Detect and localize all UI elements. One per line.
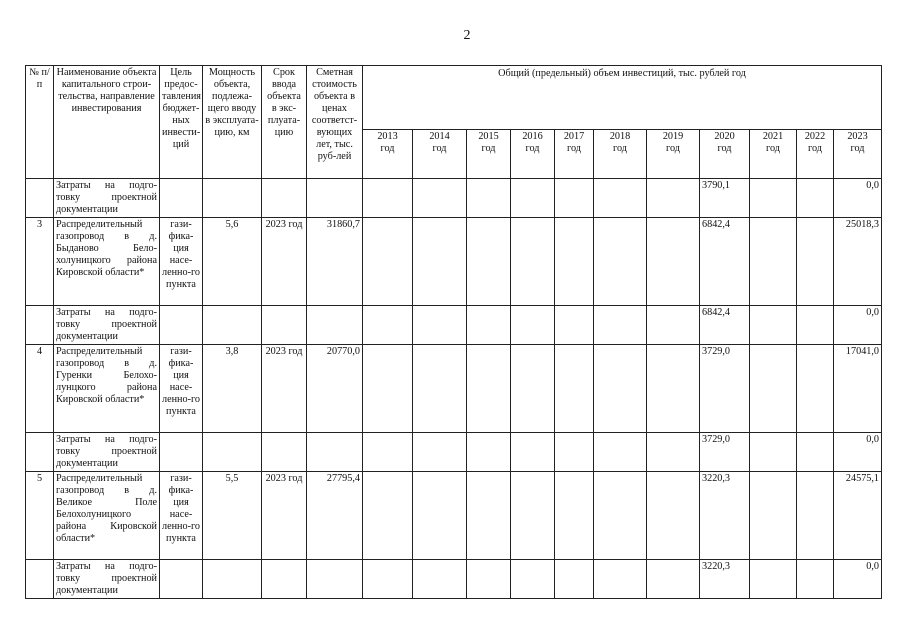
header-year-value: 2014 [429,131,450,142]
row-cost [307,306,363,345]
header-year-unit: год [766,143,780,154]
row-value-2022 [797,345,834,433]
header-year-2016 [511,130,555,179]
row-term [262,306,307,345]
row-value-2015 [467,179,511,218]
row-value-2017 [555,345,594,433]
row-value-2019 [647,472,700,560]
row-value-2020: 6842,4 [700,218,750,306]
row-capacity [203,433,262,472]
row-capacity [203,306,262,345]
row-number [26,306,54,345]
row-value-2023: 0,0 [834,306,882,345]
row-value-2017 [555,179,594,218]
row-value-2018 [594,218,647,306]
row-name: Затраты на подго-товку проектной документации [54,306,160,345]
row-value-2021 [750,472,797,560]
investment-table [25,65,882,599]
row-value-2020: 3729,0 [700,345,750,433]
row-value-2019 [647,345,700,433]
table-row-costs [26,433,882,472]
row-value-2013 [363,472,413,560]
row-cost: 31860,7 [307,218,363,306]
row-purpose: гази-фика-ция насе-ленно-го пункта [160,345,203,433]
row-number [26,179,54,218]
row-value-2019 [647,218,700,306]
row-term: 2023 год [262,218,307,306]
row-value-2022 [797,218,834,306]
header-year-unit: год [432,143,447,154]
row-value-2014 [413,433,467,472]
row-value-2013 [363,560,413,599]
row-capacity: 5,5 [203,472,262,560]
row-purpose: гази-фика-ция насе-ленно-го пункта [160,218,203,306]
row-value-2023: 25018,3 [834,218,882,306]
row-cost: 27795,4 [307,472,363,560]
row-value-2020: 3220,3 [700,560,750,599]
row-value-2023: 24575,1 [834,472,882,560]
header-year-value: 2021 [762,131,784,142]
row-name: Распределительный газопровод в д. Великое Поле Белохолуницкого района Кировской области* [54,472,160,560]
row-value-2015 [467,433,511,472]
header-name: Наименование объекта капитального строи-тельства, направление инвестирования [54,66,160,179]
row-value-2013 [363,306,413,345]
header-row-top [26,66,882,130]
header-year-2018 [594,130,647,179]
header-investments: Общий (предельный) объем инвестиций, тыс. рублей год [363,66,882,130]
row-value-2022 [797,306,834,345]
row-purpose [160,560,203,599]
row-value-2021 [750,179,797,218]
row-value-2018 [594,179,647,218]
row-value-2016 [511,560,555,599]
header-year-value: 2013 [377,131,398,142]
row-value-2018 [594,345,647,433]
row-number [26,560,54,599]
row-value-2020: 3220,3 [700,472,750,560]
row-term [262,560,307,599]
row-name: Затраты на подго-товку проектной документации [54,560,160,599]
row-name: Затраты на подго-товку проектной документации [54,179,160,218]
row-purpose [160,306,203,345]
row-value-2014 [413,179,467,218]
header-year-unit: год [481,143,496,154]
row-value-2013 [363,433,413,472]
row-value-2017 [555,306,594,345]
row-value-2013 [363,345,413,433]
row-number [26,433,54,472]
row-value-2020: 3790,1 [700,179,750,218]
row-value-2023: 17041,0 [834,345,882,433]
row-value-2016 [511,306,555,345]
row-name: Распределительный газопровод в д. Гуренки Белохо-лунцкого района Кировской области* [54,345,160,433]
table-row-costs [26,179,882,218]
row-name: Распределительный газопровод в д. Быданово Бело-холуницкого района Кировской области* [54,218,160,306]
header-year-value: 2015 [478,131,499,142]
header-num: № п/п [26,66,54,179]
row-value-2021 [750,433,797,472]
row-capacity: 3,8 [203,345,262,433]
header-year-2014 [413,130,467,179]
row-term: 2023 год [262,472,307,560]
row-value-2023: 0,0 [834,179,882,218]
row-number: 3 [26,218,54,306]
row-value-2021 [750,560,797,599]
row-value-2019 [647,433,700,472]
row-value-2016 [511,472,555,560]
header-year-2019 [647,130,700,179]
row-number: 5 [26,472,54,560]
header-year-2020 [700,130,750,179]
header-year-unit: год [717,143,732,154]
table-row-object [26,218,882,306]
table-body [26,179,882,599]
header-year-value: 2018 [609,131,631,142]
row-value-2017 [555,433,594,472]
row-capacity: 5,6 [203,218,262,306]
header-purpose: Цель предос-тавления бюджет-ных инвести-ций [160,66,203,179]
row-value-2018 [594,306,647,345]
row-term [262,433,307,472]
row-purpose: гази-фика-ция насе-ленно-го пункта [160,472,203,560]
header-year-2015 [467,130,511,179]
header-year-2023 [834,130,882,179]
header-year-unit: год [525,143,540,154]
row-value-2022 [797,560,834,599]
header-year-2021 [750,130,797,179]
row-value-2016 [511,179,555,218]
row-value-2015 [467,306,511,345]
row-name: Затраты на подго-товку проектной документации [54,433,160,472]
row-value-2014 [413,345,467,433]
row-value-2022 [797,179,834,218]
row-value-2015 [467,218,511,306]
row-cost [307,179,363,218]
row-value-2015 [467,345,511,433]
header-year-unit: год [850,143,865,154]
row-cost [307,433,363,472]
header-year-value: 2016 [522,131,543,142]
row-capacity [203,179,262,218]
row-value-2014 [413,560,467,599]
row-value-2023: 0,0 [834,433,882,472]
row-purpose [160,433,203,472]
header-year-2017 [555,130,594,179]
row-value-2015 [467,560,511,599]
page-number: 2 [463,28,471,43]
header-year-unit: год [808,143,822,154]
row-value-2022 [797,433,834,472]
row-value-2018 [594,472,647,560]
header-year-value: 2023 [847,131,868,142]
row-value-2020: 3729,0 [700,433,750,472]
table-row-object [26,472,882,560]
row-value-2014 [413,218,467,306]
header-capacity: Мощность объекта, подлежа-щего вводу в эксплуата-цию, км [203,66,262,179]
header-year-value: 2020 [714,131,735,142]
row-cost: 20770,0 [307,345,363,433]
row-value-2018 [594,560,647,599]
row-value-2016 [511,218,555,306]
row-value-2015 [467,472,511,560]
row-value-2019 [647,179,700,218]
header-year-unit: год [380,143,395,154]
header-year-2013 [363,130,413,179]
header-year-value: 2017 [563,131,585,142]
row-purpose [160,179,203,218]
row-number: 4 [26,345,54,433]
row-value-2016 [511,345,555,433]
row-value-2013 [363,218,413,306]
row-value-2017 [555,560,594,599]
header-year-value: 2019 [662,131,684,142]
header-year-value: 2022 [804,131,826,142]
row-cost [307,560,363,599]
row-value-2014 [413,306,467,345]
row-capacity [203,560,262,599]
row-value-2021 [750,345,797,433]
header-year-unit: год [567,143,581,154]
row-value-2021 [750,306,797,345]
header-year-unit: год [666,143,680,154]
header-cost: Сметная стоимость объекта в ценах соответст-вующих лет, тыс. руб-лей [307,66,363,179]
header-term: Срок ввода объекта в экс-плуата-цию [262,66,307,179]
row-value-2017 [555,218,594,306]
row-term [262,179,307,218]
row-value-2020: 6842,4 [700,306,750,345]
table-row-costs [26,306,882,345]
row-value-2019 [647,560,700,599]
row-value-2016 [511,433,555,472]
row-value-2018 [594,433,647,472]
row-value-2023: 0,0 [834,560,882,599]
row-value-2013 [363,179,413,218]
row-value-2019 [647,306,700,345]
table-row-object [26,345,882,433]
header-year-2022 [797,130,834,179]
row-value-2017 [555,472,594,560]
table-row-costs [26,560,882,599]
row-value-2022 [797,472,834,560]
header-year-unit: год [613,143,627,154]
row-value-2014 [413,472,467,560]
row-value-2021 [750,218,797,306]
row-term: 2023 год [262,345,307,433]
